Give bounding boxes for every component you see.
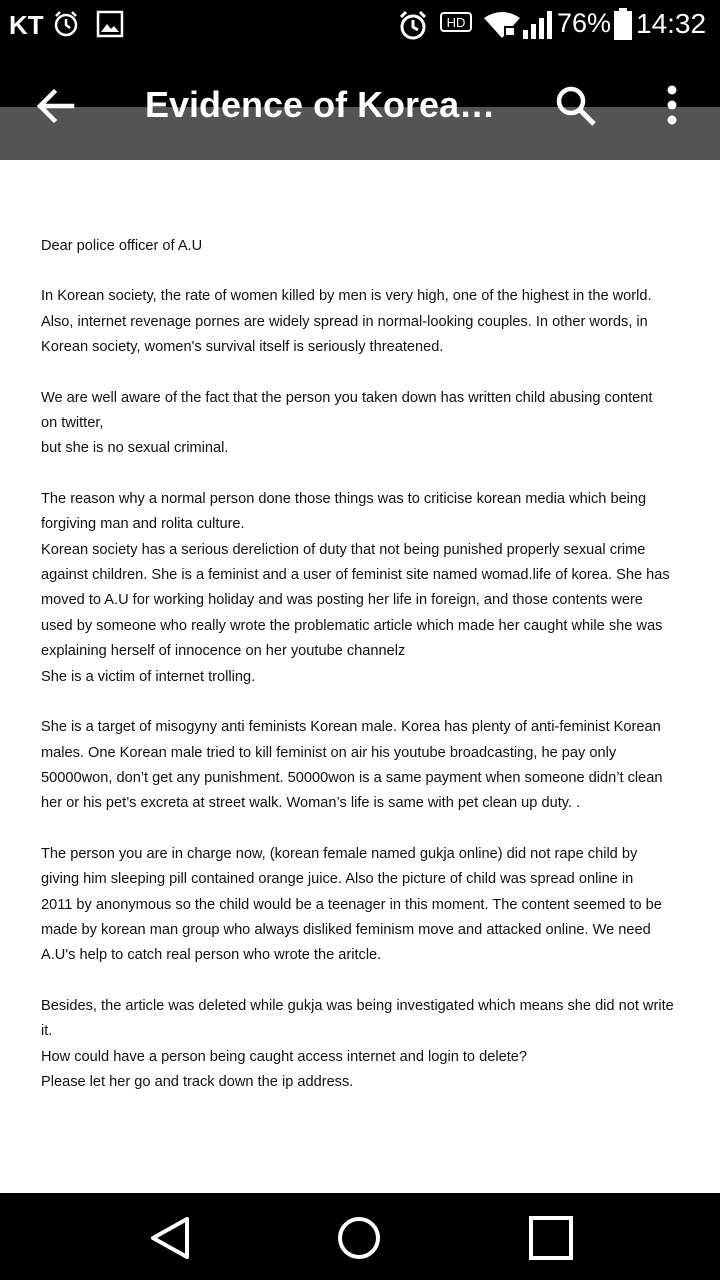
battery-icon: [614, 8, 632, 45]
document-view[interactable]: [0, 160, 720, 1193]
clock: 14:32: [636, 8, 707, 39]
carrier-label: KT: [9, 10, 44, 40]
back-button[interactable]: [30, 80, 82, 132]
search-button[interactable]: [552, 82, 600, 130]
signal-icon: [522, 10, 554, 45]
image-notification-icon: [96, 10, 124, 43]
paragraph-6: Besides, the article was deleted while gukja was being investigated which means she did not write it. How could have a person being caught access internet and login to delete? Please let her go and track down the ip address.: [41, 997, 674, 1090]
wifi-lock-icon: [482, 10, 522, 45]
search-icon: [552, 117, 600, 134]
salutation: Dear police officer of A.U: [41, 238, 203, 254]
nav-back-button[interactable]: [145, 1213, 195, 1263]
hd-voice-icon: [440, 12, 472, 41]
battery-percent: 76%: [557, 8, 612, 38]
paragraph-4: She is a target of misogyny anti feminists Korean male. Korea has plenty of anti-feminist Korean males. One Korean male tried to kill feminist on air his youtube broadcasting, he pay only 50000won, don’t get any punishment. 50000won is a same payment when someone didn’t clean her or his pet’s excreta at street walk. Woman’s life is same with pet clean up duty. .: [41, 719, 663, 812]
app-bar: [0, 52, 720, 160]
hd-label: HD: [446, 15, 466, 30]
nav-recents-square-icon: [526, 1250, 576, 1267]
alarm-clock-icon: [398, 10, 428, 45]
paragraph-1: In Korean society, the rate of women killed by men is very high, one of the highest in the world. Also, internet revenage pornes are widely spread in normal-looking couples. In other words, in Korean society, women's survival itself is seriously threatened.: [41, 288, 652, 356]
nav-home-button[interactable]: [334, 1213, 384, 1263]
nav-home-circle-icon: [334, 1250, 384, 1267]
paragraph-5: The person you are in charge now, (korean female named gukja online) did not rape child by giving him sleeping pill contained orange juice. Also the picture of child was spread online in 2011 by anonymous so the child would be a teenager in this moment. The content seemed to be made by korean man group who always disliked feminism move and attacked online. We need A.U's help to catch real person who wrote the aritcle.: [41, 845, 662, 964]
page-title: Evidence of Korea…: [145, 84, 496, 125]
letter-body: [41, 234, 706, 1120]
nav-back-triangle-icon: [145, 1250, 195, 1267]
arrow-left-icon: [30, 119, 82, 136]
more-vert-icon: [652, 117, 692, 134]
overflow-menu-button[interactable]: [652, 82, 692, 130]
paragraph-2: We are well aware of the fact that the person you taken down has written child abusing content on twitter, but she is no sexual criminal.: [41, 389, 653, 457]
status-bar: [0, 0, 720, 52]
navigation-bar: [0, 1193, 720, 1280]
nav-recents-button[interactable]: [526, 1213, 576, 1263]
paragraph-3: The reason why a normal person done those things was to criticise korean media which being forgiving man and rolita culture. Korean society has a serious dereliction of duty that not being punished properly sexual crime against children. She is a feminist and a user of feminist site named womad.life of korea. She has moved to A.U for working holiday and was posting her life in foreign, and those contents were used by someone who really wrote the problematic article which made her caught while she was explaining herself of innocence on her youtube channelz She is a victim of internet trolling.: [41, 490, 670, 685]
alarm-icon: [53, 10, 79, 43]
